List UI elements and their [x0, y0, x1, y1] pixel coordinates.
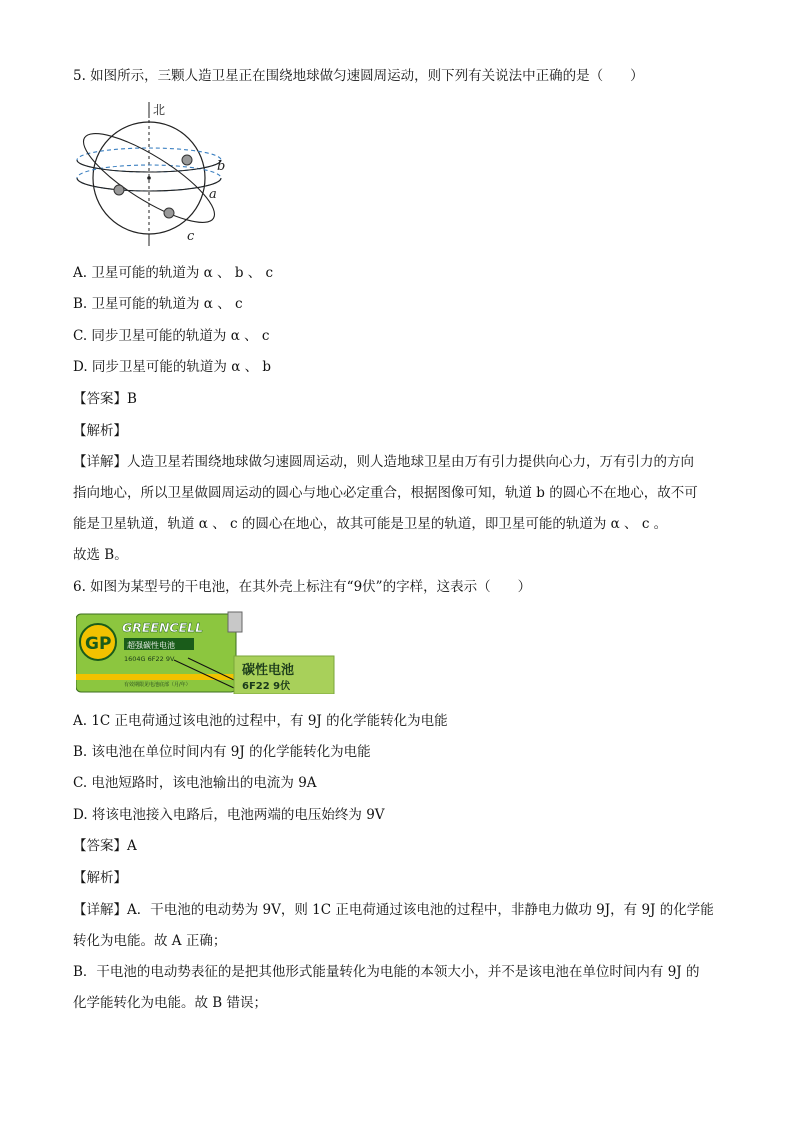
label-b: b: [217, 159, 226, 174]
q6-option-c: C. 电池短路时，该电池输出的电流为 9A: [73, 775, 317, 791]
q6-stem: 6. 如图为某型号的干电池，在其外壳上标注有“9伏”的字样，这表示（ ）: [73, 579, 532, 595]
q5-conclusion: 故选 B。: [73, 547, 128, 563]
battery-fine-print: 有效期限见电池底部（月/年）: [124, 682, 191, 688]
battery-cn-label: 超强碳性电池: [127, 641, 175, 650]
q6-detail-line-3: B．干电池的电动势表征的是把其他形式能量转化为电能的本领大小，并不是该电池在单位时间内有 9J 的: [73, 964, 700, 980]
q5-detail-line-1: 【详解】人造卫星若围绕地球做匀速圆周运动，则人造地球卫星由万有引力提供向心力，万有引力的方向: [73, 454, 694, 470]
q6-detail-line-4: 化学能转化为电能。故 B 错误；: [73, 995, 268, 1011]
q5-option-c: C. 同步卫星可能的轨道为 α 、 c: [73, 328, 270, 344]
q6-answer: 【答案】A: [73, 838, 137, 854]
q6-option-b: B. 该电池在单位时间内有 9J 的化学能转化为电能: [73, 744, 371, 760]
battery-terminal: [228, 612, 242, 632]
q6-detail-line-1: 【详解】A．干电池的电动势为 9V，则 1C 正电荷通过该电池的过程中，非静电力做功 9J，有 9J 的化学能: [73, 902, 714, 918]
q5-analysis-label: 【解析】: [73, 423, 127, 439]
q5-detail-line-3: 能是卫星轨道，轨道 α 、 c 的圆心在地心，故其可能是卫星的轨道，即卫星可能的轨道为 α 、 c 。: [73, 516, 668, 532]
q6-option-a: A. 1C 正电荷通过该电池的过程中，有 9J 的化学能转化为电能: [73, 713, 448, 729]
battery-model-small: 1604G 6F22 9V: [124, 655, 175, 663]
q5-detail-line-2: 指向地心，所以卫星做圆周运动的圆心与地心必定重合，根据图像可知，轨道 b 的圆心不在地心，故不可: [73, 485, 698, 501]
zoom-text-1: 碳性电池: [242, 663, 295, 678]
satellite-a: [114, 185, 124, 195]
svg-text:GP: GP: [85, 634, 112, 654]
satellite-b: [182, 155, 192, 165]
q5-option-b: B. 卫星可能的轨道为 α 、 c: [73, 296, 243, 312]
q5-answer: 【答案】B: [73, 391, 137, 407]
q6-option-d: D. 将该电池接入电路后，电池两端的电压始终为 9V: [73, 807, 385, 823]
satellite-orbit-figure: [73, 100, 233, 248]
q6-detail-line-2: 转化为电能。故 A 正确；: [73, 933, 227, 949]
battery-photo: [76, 610, 336, 694]
label-c: c: [187, 229, 195, 244]
q5-stem: 5. 如图所示，三颗人造卫星正在围绕地球做匀速圆周运动，则下列有关说法中正确的是（ ）: [73, 68, 644, 84]
q6-analysis-label: 【解析】: [73, 870, 127, 886]
battery-stripe: [76, 674, 236, 680]
label-a: a: [209, 187, 217, 202]
q5-option-d: D. 同步卫星可能的轨道为 α 、 b: [73, 359, 272, 375]
zoom-text-2: 6F22 9伏: [242, 681, 291, 692]
north-label: 北: [153, 103, 166, 117]
q5-option-a: A. 卫星可能的轨道为 α 、 b 、 c: [73, 265, 274, 281]
earth-center: [147, 176, 151, 180]
satellite-c: [164, 208, 174, 218]
battery-series: GREENCELL: [122, 620, 204, 635]
